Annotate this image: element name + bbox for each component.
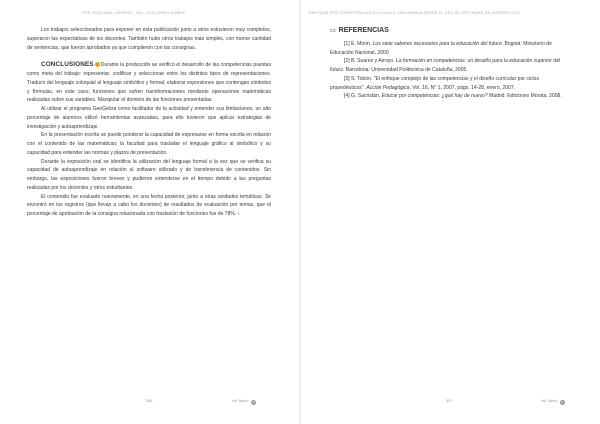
reference-title: La formación en competencias: un desafío para la educación superior del futuro — [330, 58, 561, 73]
reference-item — [330, 92, 570, 101]
body-paragraph: En la presentación escrita se puede ponderar la capacidad de expresarse en forma escrita en relación con el contenido de las matemáticas; la facultad para trasladar el lenguaje gráfico al simbólico y su capacidad para entender las normas y plazos de presentación. — [27, 132, 271, 156]
conclusions-paragraph — [27, 61, 271, 105]
section-dot-icon — [95, 62, 100, 67]
conclusions-heading: CONCLUSIONES — [41, 61, 94, 69]
reference-lead: [2] B. Suarez y Arroyo. — [344, 58, 396, 65]
left-body — [27, 26, 271, 219]
reference-rest: , Vol. 16, N° 1, 2007, págs. 14-28, enero, 2007. — [409, 84, 516, 91]
right-brand-label: Ind Tattoo — [541, 399, 558, 403]
section-spacer — [27, 52, 271, 61]
reference-item — [330, 57, 570, 75]
right-running-head: ENFOQUE POR COMPETENCIAS EN EL AULA: UNA MIRADA DESDE EL USO DE SOFTWARE DE MATEMÁTICAS — [309, 11, 520, 15]
book-icon: ▭ — [330, 28, 336, 34]
left-brand-label: Ind Tattoo — [232, 399, 249, 403]
reference-lead: [1] E. Morin. — [344, 40, 373, 47]
left-running-head: POR SANTIAGO LORENTE · ING. GUILLERMO RAMOS — [82, 11, 186, 15]
left-brand — [232, 399, 256, 405]
reference-item — [330, 40, 570, 58]
reference-rest: Madrid: Ediciones Morata, 2008. — [487, 93, 562, 100]
left-page — [0, 0, 299, 424]
body-paragraph: Al utilizar el programa GeoGebra como facilitador de la actividad y entender sus limitaciones, un alto porcentaje de alumnos utilizó herramientas avanzadas, para ello tuvieron que aplicar estrategias de investigación y autoaprendizaje. — [27, 106, 271, 130]
brand-logo-icon: ● — [252, 400, 255, 404]
references-heading: REFERENCIAS — [338, 27, 389, 34]
reference-lead: [4] G. Sacristán. — [344, 93, 382, 100]
conclusions-text: Durante la producción se verificó el desarrollo de las competencias puestas como meta del trabajo: representar, codificar y seleccionar entre los distintos tipos de representaciones. Traducir del lenguaje coloquial al lenguaje simbólico y formal; elaborar expresiones que contengan símbolos y fórmulas, en este caso, funciones que sufren transformaciones mediante operaciones matemáticas realizadas sobre sus variables. Manipular el dominio de las funciones presentadas. — [27, 62, 271, 104]
reference-rest: . Bogotá: Ministerio de Educación Nacional, 2000. — [330, 40, 552, 56]
left-page-number: 356 — [146, 399, 153, 403]
brand-logo-icon: ● — [561, 400, 564, 404]
right-page-number: 357 — [446, 399, 453, 403]
reference-title: Acción Pedagógica — [366, 84, 410, 91]
end-mark-icon: ▪ — [237, 211, 240, 216]
body-paragraph: Durante la exposición oral se identifica la utilización del lenguaje formal a la vez que se verifica su capacidad de autoaprendizaje en relación al software utilizado y de transferencia de contenidos. Sin embargo, las exposiciones fueron breves y pudieron extenderse en el tiempo debido a las preguntas realizadas por los docentes y otros estudiantes. — [27, 158, 271, 191]
reference-title: Educar por competencias: ¿qué hay de nuevo? — [381, 93, 488, 100]
reference-title: Los siete saberes necesarios para la educación del futuro — [372, 40, 502, 47]
references-heading-row — [330, 27, 570, 36]
intro-paragraph: Los trabajos seleccionados para exponer en esta publicación junto a otros estuvieron muy completos, superaron las expectativas de los docentes. También hubo otros trabajos más simples, con menor cantidad de sentencias, que fueron aprobados ya que cumplieron con las consignas. — [27, 27, 271, 51]
reference-item — [330, 75, 570, 93]
final-paragraph — [27, 193, 271, 219]
final-text: El contenido fue evaluado nuevamente, en una fecha posterior, junto a otras unidades temáticas. Se encontró en los registros (que llevan a cabo los docentes) de resultados de evaluación por temas, que el porcentaje de aprobación de la consigna relacionada con traslación de funciones fue de 78%. — [27, 193, 271, 217]
reference-rest: . Barcelona: Universidad Politécnica de Cataluña, 2005. — [342, 67, 468, 73]
right-page — [301, 0, 600, 424]
right-body — [330, 27, 570, 101]
reference-lead: [3] S. Tobón. "El enfoque complejo de las competencias y el diseño curricular por ciclos propedéuticos". — [330, 75, 539, 91]
right-brand — [541, 399, 565, 405]
